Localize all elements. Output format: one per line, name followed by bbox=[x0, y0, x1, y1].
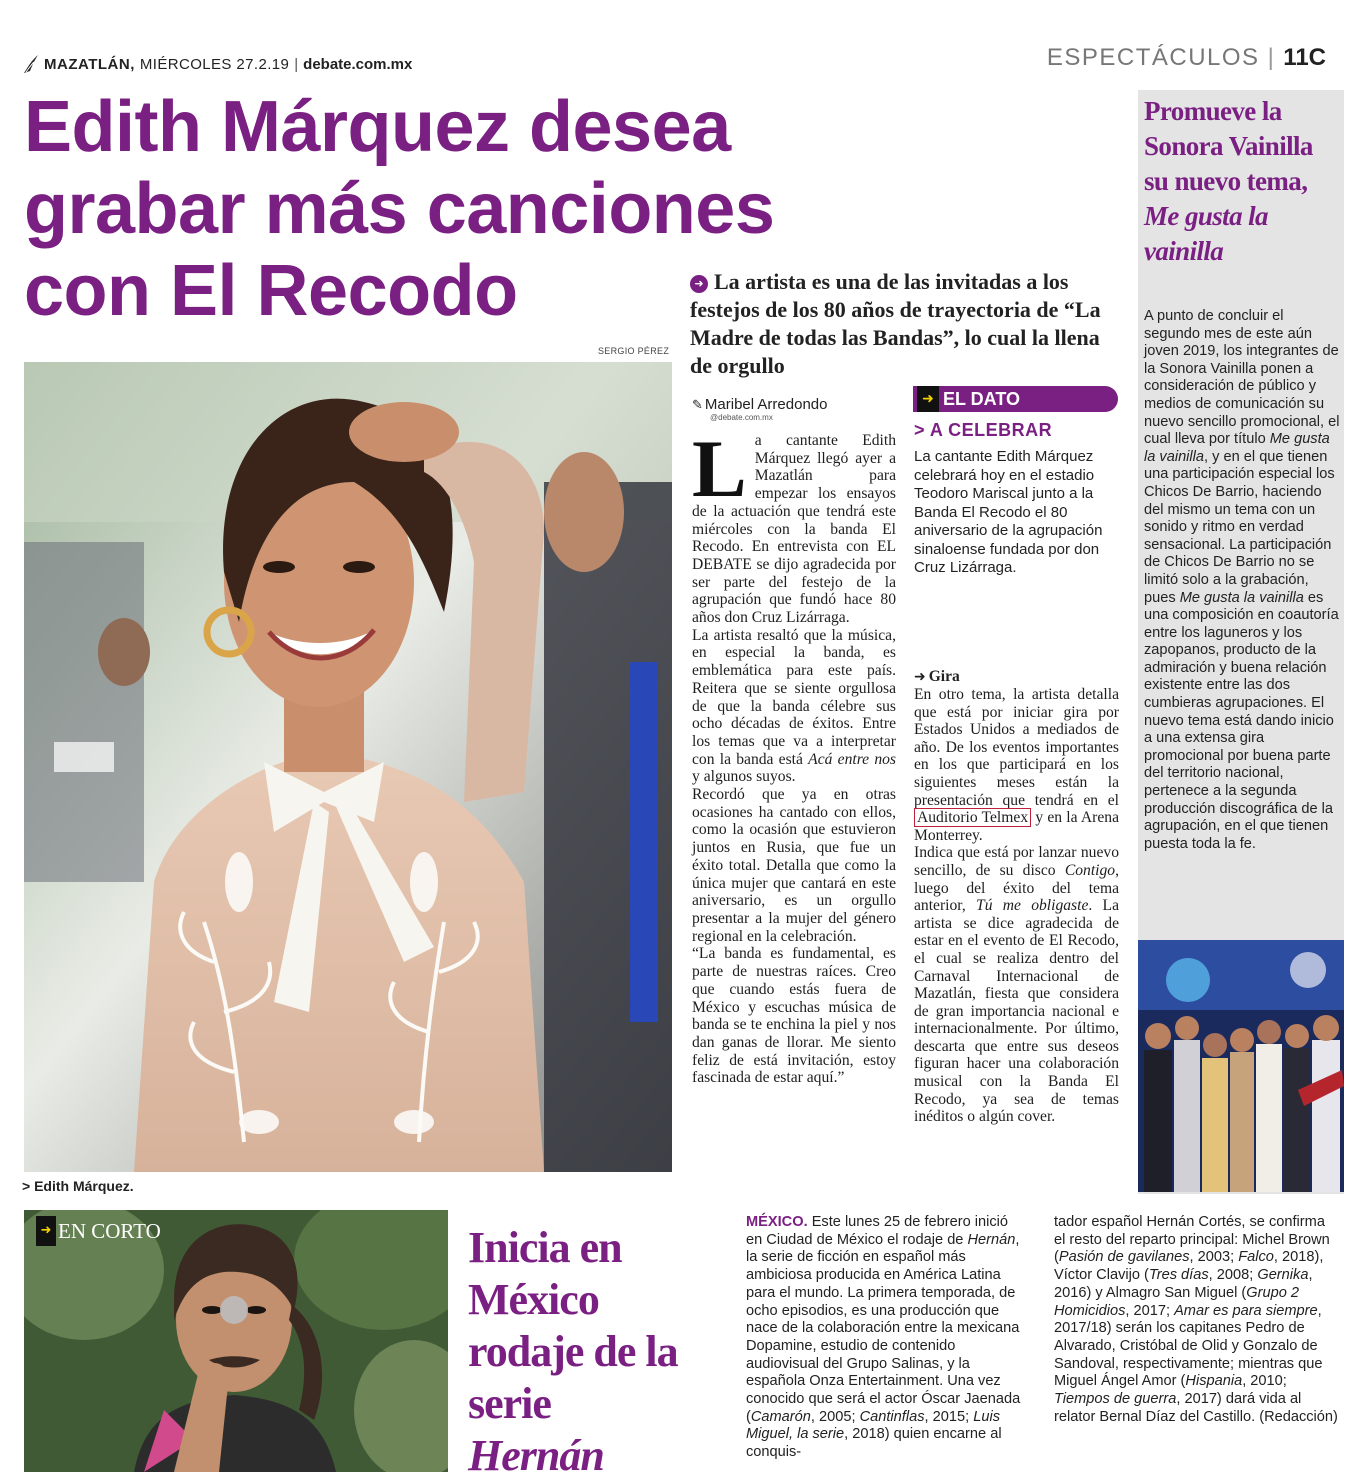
film-title: Tiempos de guerra bbox=[1054, 1391, 1177, 1408]
article-text: tador español Hernán Cortés, se confirma el resto del reparto principal: Michel Brown ( bbox=[1054, 1214, 1330, 1266]
el-dato-label bbox=[913, 386, 1118, 412]
paragraph-text: La artista resaltó que la música, en especial la banda, es emblemática para este país. Reitera que se siente orgullosa de que la banda célebre sus ocho décadas de éxitos. Entre los temas que va a interpretar con la banda está bbox=[692, 626, 896, 768]
headline-line-2: grabar más canciones bbox=[24, 169, 775, 249]
arrow-circle-icon: ➜ bbox=[690, 275, 708, 293]
main-photo bbox=[24, 362, 672, 1172]
sidebar-headline bbox=[1144, 94, 1340, 269]
bottom-headline-title: Hernán bbox=[468, 1431, 604, 1480]
drop-cap: L bbox=[692, 423, 747, 514]
page-number: 11C bbox=[1283, 44, 1326, 71]
author-handle: @debate.com.mx bbox=[710, 413, 773, 422]
article-text: , 2018), Víctor Clavijo ( bbox=[1054, 1249, 1324, 1284]
bottom-headline-line: Inicia en bbox=[468, 1223, 622, 1272]
paragraph bbox=[914, 686, 1119, 844]
paragraph-text: En otro tema, la artista detalla que está por iniciar gira por Estados Unidos a mediados de año. De los eventos importantes en los que participará en los siguientes meses están la presentación que tendrá en el bbox=[914, 686, 1119, 809]
article-text: , 2017) dará vida al relator Bernal Díaz del Castillo. (Redacción) bbox=[1054, 1391, 1338, 1425]
article-text: , 2018) quien encarne al conquis- bbox=[746, 1426, 1002, 1461]
arrow-right-icon: ➜ bbox=[36, 1216, 56, 1246]
film-title: Hispania bbox=[1185, 1373, 1243, 1390]
paragraph bbox=[914, 844, 1119, 1126]
headline-line-3: con El Recodo bbox=[24, 251, 518, 331]
song-title: Tú me obligaste bbox=[976, 897, 1089, 915]
song-title: Me gusta la vainilla bbox=[1144, 431, 1330, 465]
film-title: Amar es para siempre bbox=[1174, 1302, 1318, 1319]
en-corto-label: EN CORTO bbox=[58, 1218, 161, 1243]
article-text: Este lunes 25 de febrero inició en Ciudad de México el rodaje de bbox=[746, 1214, 1009, 1248]
arrow-right-icon: ➜ bbox=[914, 669, 926, 685]
song-title: Acá entre nos bbox=[808, 750, 896, 768]
section-page-label bbox=[1047, 44, 1326, 72]
arrow-right-icon: ➜ bbox=[917, 386, 939, 412]
gira-subheading bbox=[914, 668, 960, 686]
article-text: , 2017/18) serán los capitanes Pedro de Alvarado, Cristóbal de Olid y Gonzalo de Sandoval, respectivamente; mientras que Miguel Ángel Amor ( bbox=[1054, 1302, 1323, 1390]
sidebar-body bbox=[1144, 308, 1340, 853]
boxed-venue: Auditorio Telmex bbox=[914, 808, 1031, 827]
byline bbox=[692, 396, 827, 413]
section-separator: | bbox=[1267, 44, 1276, 71]
subhead-text: La artista es una de las invitadas a los festejos de los 80 años de trayectoria de “La Madre de todas las Bandas”, lo cual la llena de orgullo bbox=[690, 269, 1101, 378]
bottom-article-column-2 bbox=[1054, 1214, 1338, 1426]
page-header-dateline bbox=[22, 52, 412, 76]
paragraph-text: y en la Arena Monterrey. bbox=[914, 809, 1119, 844]
film-title: Gernika bbox=[1257, 1267, 1309, 1284]
film-title: Cantinflas bbox=[859, 1408, 925, 1425]
song-title: Me gusta la vainilla bbox=[1179, 589, 1304, 606]
sidebar-photo bbox=[1138, 940, 1344, 1192]
paragraph: a cantante Edith Márquez llegó ayer a Mazatlán para empezar los ensayos de la actuación que tendrá este miércoles con la banda El Recodo. En entrevista con EL DEBATE se dijo agradecida por ser parte del festejo de la agrupación que fundó hace 80 años don Cruz Lizárraga. bbox=[692, 432, 896, 627]
film-title: Tres días bbox=[1148, 1267, 1209, 1284]
paragraph bbox=[692, 627, 896, 786]
header-date: MIÉRCOLES 27.2.19 bbox=[139, 55, 290, 73]
header-site: debate.com.mx bbox=[303, 55, 413, 73]
article-text: , la serie de ficción en español más ambiciosa producida en América Latina para el mundo. La primera temporada, de ocho episodios, es una producción que nace de la colaboración entre la mexicana Dopamine, estudio de contenido audiovisual del Grupo Salinas, y la española Onza Entertainment. Una vez conocido que será el actor Óscar Jaenada ( bbox=[746, 1231, 1021, 1425]
el-dato-text: EL DATO bbox=[943, 389, 1021, 409]
sidebar-text: A punto de concluir el segundo mes de este aún joven 2019, los integrantes de la Sonora Vainilla ponen a consideración de público y medios de comunicación su nuevo sencillo promocional, el cual lleva por título bbox=[1144, 308, 1340, 448]
article-text: , 2005; bbox=[810, 1408, 856, 1425]
en-corto-tag bbox=[36, 1216, 161, 1246]
film-title: Camarón bbox=[750, 1408, 811, 1425]
bottom-headline bbox=[468, 1222, 743, 1482]
header-city: MAZATLÁN, bbox=[44, 55, 135, 73]
headline-line-1: Edith Márquez desea bbox=[24, 87, 731, 167]
paragraph: “La banda es fundamental, es parte de nuestras raíces. Creo que cuando estás fuera de México y escuchas música de banda se te enchina la piel y nos dan ganas de llorar. Me siento feliz de está invitación, estoy fascinada de estar aquí.” bbox=[692, 945, 896, 1087]
photo-credit: SERGIO PÉREZ bbox=[598, 346, 670, 356]
paragraph: Recordó que ya en otras ocasiones ha cantado con ellos, como la ocasión que estuvieron juntos en Rusia, que fue un éxito total. Detalla que como la única mujer que cantará en este aniversario, es un orgullo presentar a la mujer del género regional en la celebración. bbox=[692, 786, 896, 945]
dateline-kicker: MÉXICO. bbox=[746, 1214, 808, 1230]
film-title: Grupo 2 Homicidios bbox=[1054, 1284, 1299, 1319]
sidebar-headline-text: Promueve la Sonora Vainilla su nuevo tema, bbox=[1144, 96, 1313, 196]
sidebar-text: es una composición en coautoría entre los laguneros y los zapopanos, producto de la admiración y buena relación existente entre las dos cumbieras agrupaciones. El nuevo tema está dando inicio a una extensa gira promocional por buena parte del territorio nacional, pertenece a la segunda producción discográfica de la agrupación, en el que tienen puesta toda la fe. bbox=[1144, 589, 1339, 852]
paragraph-text: Indica que está por lanzar nuevo sencillo, de su disco bbox=[914, 844, 1119, 879]
series-title: Hernán bbox=[967, 1231, 1016, 1248]
bottom-photo bbox=[24, 1210, 448, 1472]
article-column-2 bbox=[914, 686, 1119, 1126]
article-text: , 2017; bbox=[1125, 1302, 1171, 1319]
article-column-1 bbox=[692, 423, 896, 1087]
el-dato-body: La cantante Edith Márquez celebrará hoy en el estadio Teodoro Mariscal junto a la Banda El Recodo el 80 aniversario de la agrupación sinaloense fundada por don Cruz Lizárraga. bbox=[914, 448, 1103, 576]
article-text: , 2015; bbox=[924, 1408, 970, 1425]
paragraph-text: , luego del éxito del tema anterior, bbox=[914, 861, 1119, 915]
gira-label: Gira bbox=[928, 668, 960, 685]
bottom-headline-line bbox=[468, 1378, 743, 1482]
bottom-headline-line: México bbox=[468, 1275, 599, 1324]
film-title: Luis Miguel, la serie bbox=[746, 1408, 1000, 1443]
bottom-headline-line: rodaje de la bbox=[468, 1327, 678, 1376]
sidebar-headline-song: Me gusta la vainilla bbox=[1144, 201, 1268, 266]
paragraph-text: . La artista se dice agradecida de estar en el evento de El Recodo, el cual se realiza dentro del Carnaval Internacional de Mazatlán, fiesta que considera de gran importancia nacional e internacionalmente. Por último, descarta que entre sus deseos figuran hacer una colaboración musical con la Banda El Recodo, ya sea de temas inéditos o algún cover. bbox=[914, 897, 1119, 1126]
film-title: Falco bbox=[1238, 1249, 1274, 1266]
author-name: Maribel Arredondo bbox=[704, 396, 828, 413]
article-text: , 2010; bbox=[1242, 1373, 1287, 1390]
article-text: , 2008; bbox=[1208, 1267, 1254, 1284]
band-photo-illustration bbox=[1138, 940, 1344, 1192]
main-photo-caption: > Edith Márquez. bbox=[22, 1178, 134, 1194]
header-separator: | bbox=[294, 55, 299, 73]
article-text: , 2003; bbox=[1189, 1249, 1235, 1266]
paragraph-text: y algunos suyos. bbox=[692, 768, 796, 786]
main-subhead bbox=[690, 268, 1110, 380]
bottom-article-column-1 bbox=[746, 1214, 1026, 1462]
film-title: Pasión de gavilanes bbox=[1058, 1249, 1190, 1266]
debate-logo-icon bbox=[22, 53, 40, 75]
actor-photo-illustration bbox=[24, 1210, 448, 1472]
sidebar-text: , y en el que tienen una participación especial los Chicos De Barrio, haciendo del mismo un tema con un sonido y ritmo en verdad sensacional. La participación de Chicos De Barrio no se limitó solo a la grabación, pues bbox=[1144, 448, 1335, 606]
bottom-headline-word: serie bbox=[468, 1379, 551, 1428]
album-title: Contigo bbox=[1064, 861, 1116, 879]
main-photo-illustration bbox=[24, 362, 672, 1172]
section-name: ESPECTÁCULOS bbox=[1046, 44, 1260, 71]
quill-icon: ✎ bbox=[692, 398, 703, 413]
el-dato-subtitle: > A CELEBRAR bbox=[914, 420, 1053, 440]
article-text: , 2016) y Almagro San Miguel ( bbox=[1054, 1267, 1313, 1301]
